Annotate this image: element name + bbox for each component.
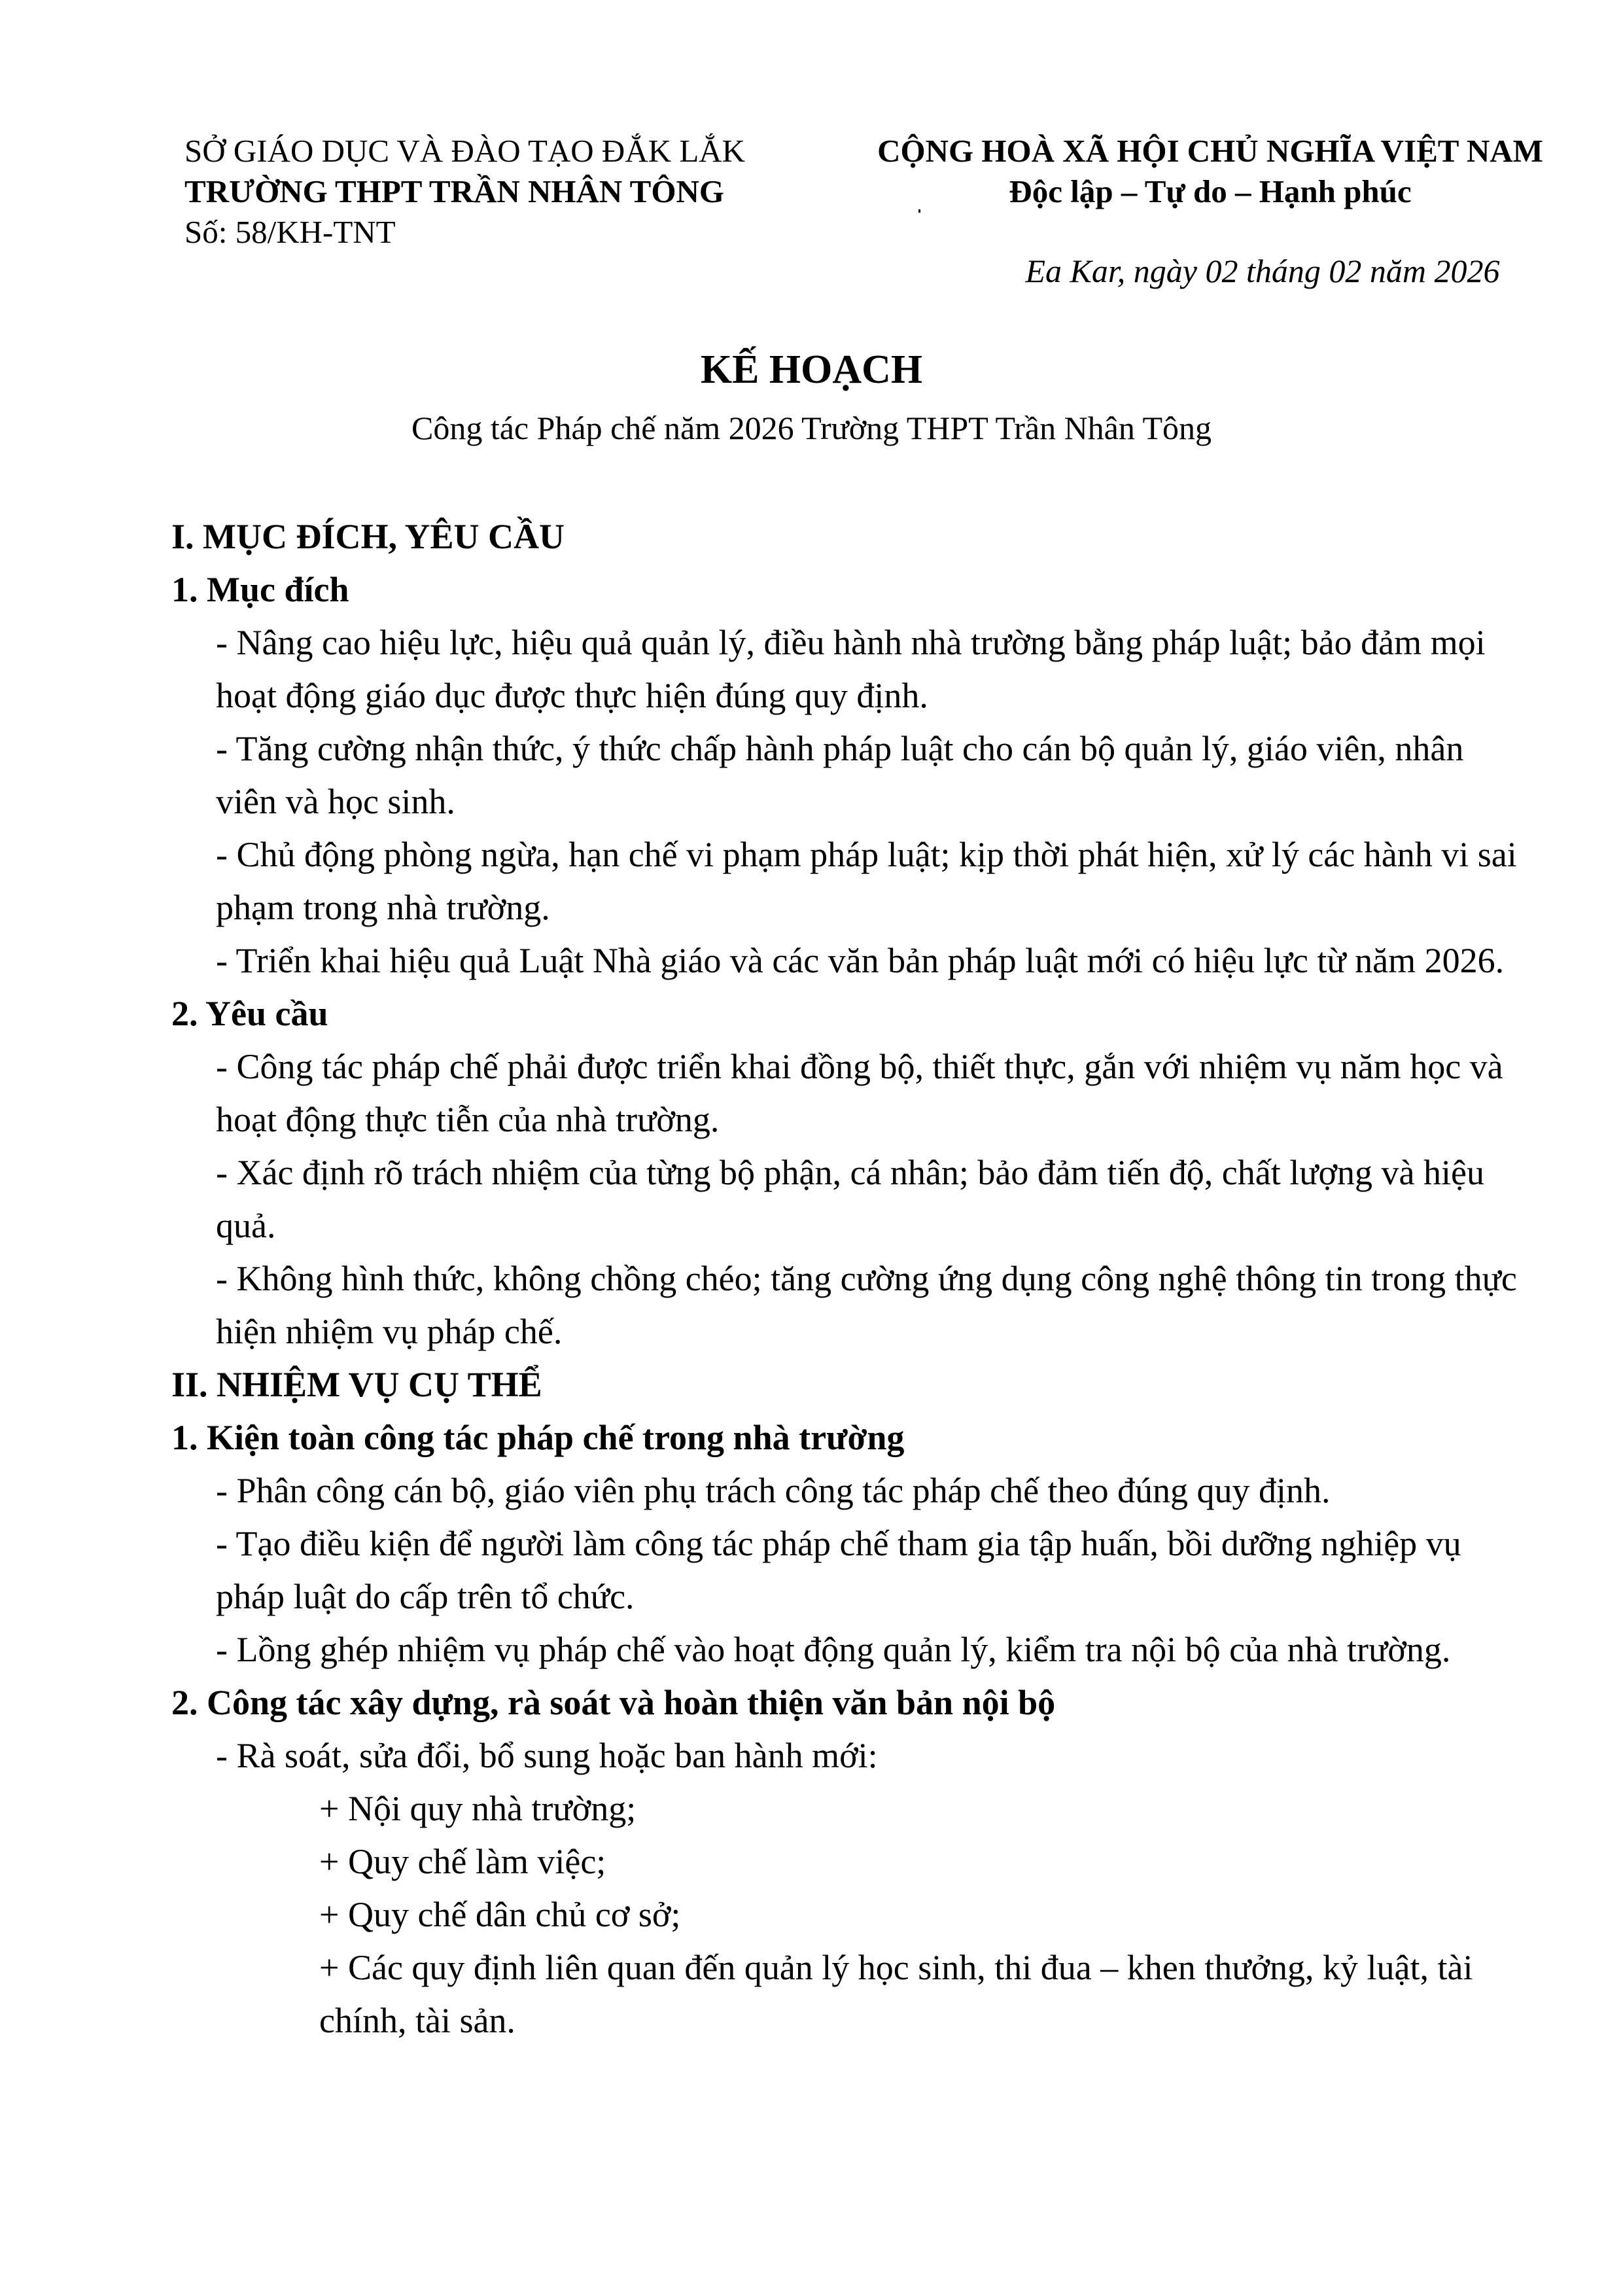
paragraph: - Xác định rõ trách nhiệm của từng bộ phận, cá nhân; bảo đảm tiến độ, chất lượng và hiệu quả.: [216, 1153, 1484, 1245]
paragraph: - Nâng cao hiệu lực, hiệu quả quản lý, điều hành nhà trường bằng pháp luật; bảo đảm mọi hoạt động giáo dục được thực hiện đúng quy định.: [216, 623, 1486, 715]
list-item: + Nội quy nhà trường;: [319, 1789, 637, 1828]
paragraph: - Rà soát, sửa đổi, bổ sung hoặc ban hành mới:: [216, 1736, 878, 1775]
country-name: CỘNG HOÀ XÃ HỘI CHỦ NGHĨA VIỆT NAM: [877, 133, 1543, 169]
motto-underline-mark: [918, 209, 920, 213]
issuer-block: [184, 131, 745, 253]
paragraph: - Phân công cán bộ, giáo viên phụ trách công tác pháp chế theo đúng quy định.: [216, 1471, 1331, 1510]
list-item: + Quy chế làm việc;: [319, 1842, 606, 1881]
document-title: KẾ HOẠCH: [700, 347, 923, 392]
list-item: + Các quy định liên quan đến quản lý học sinh, thi đua – khen thưởng, kỷ luật, tài chính, tài sản.: [319, 1948, 1473, 2040]
place-date: Ea Kar, ngày 02 tháng 02 năm 2026: [1025, 253, 1500, 289]
paragraph: - Lồng ghép nhiệm vụ pháp chế vào hoạt động quản lý, kiểm tra nội bộ của nhà trường.: [216, 1630, 1451, 1669]
department-name: SỞ GIÁO DỤC VÀ ĐÀO TẠO ĐẮK LẮK: [184, 133, 746, 169]
paragraph: - Chủ động phòng ngừa, hạn chế vi phạm pháp luật; kịp thời phát hiện, xử lý các hành vi sai phạm trong nhà trường.: [216, 835, 1517, 927]
subsection-heading-purpose: 1. Mục đích: [171, 570, 349, 609]
national-header: [850, 131, 1570, 212]
document-body: [171, 510, 1532, 2047]
subsection-heading-organization: 1. Kiện toàn công tác pháp chế trong nhà trường: [171, 1418, 905, 1457]
document-number: Số: 58/KH-TNT: [184, 214, 396, 250]
subsection-heading-requirements: 2. Yêu cầu: [171, 994, 328, 1033]
document-subtitle: Công tác Pháp chế năm 2026 Trường THPT Trần Nhân Tông: [411, 410, 1212, 446]
subsection-heading-internal-documents: 2. Công tác xây dựng, rà soát và hoàn thiện văn bản nội bộ: [171, 1683, 1056, 1722]
section-heading-1: I. MỤC ĐÍCH, YÊU CẦU: [171, 517, 565, 556]
paragraph: - Công tác pháp chế phải được triển khai đồng bộ, thiết thực, gắn với nhiệm vụ năm học và hoạt động thực tiễn của nhà trường.: [216, 1047, 1503, 1139]
paragraph: - Triển khai hiệu quả Luật Nhà giáo và các văn bản pháp luật mới có hiệu lực từ năm 2026.: [216, 941, 1505, 980]
paragraph: - Tạo điều kiện để người làm công tác pháp chế tham gia tập huấn, bồi dưỡng nghiệp vụ pháp luật do cấp trên tổ chức.: [216, 1524, 1461, 1616]
section-heading-2: II. NHIỆM VỤ CỤ THỂ: [171, 1365, 542, 1404]
national-motto: Độc lập – Tự do – Hạnh phúc: [1009, 173, 1412, 209]
school-name: TRƯỜNG THPT TRẦN NHÂN TÔNG: [184, 173, 724, 209]
list-item: + Quy chế dân chủ cơ sở;: [319, 1895, 681, 1934]
paragraph: - Không hình thức, không chồng chéo; tăng cường ứng dụng công nghệ thông tin trong thực hiện nhiệm vụ pháp chế.: [216, 1259, 1517, 1351]
paragraph: - Tăng cường nhận thức, ý thức chấp hành pháp luật cho cán bộ quản lý, giáo viên, nhân viên và học sinh.: [216, 729, 1464, 821]
